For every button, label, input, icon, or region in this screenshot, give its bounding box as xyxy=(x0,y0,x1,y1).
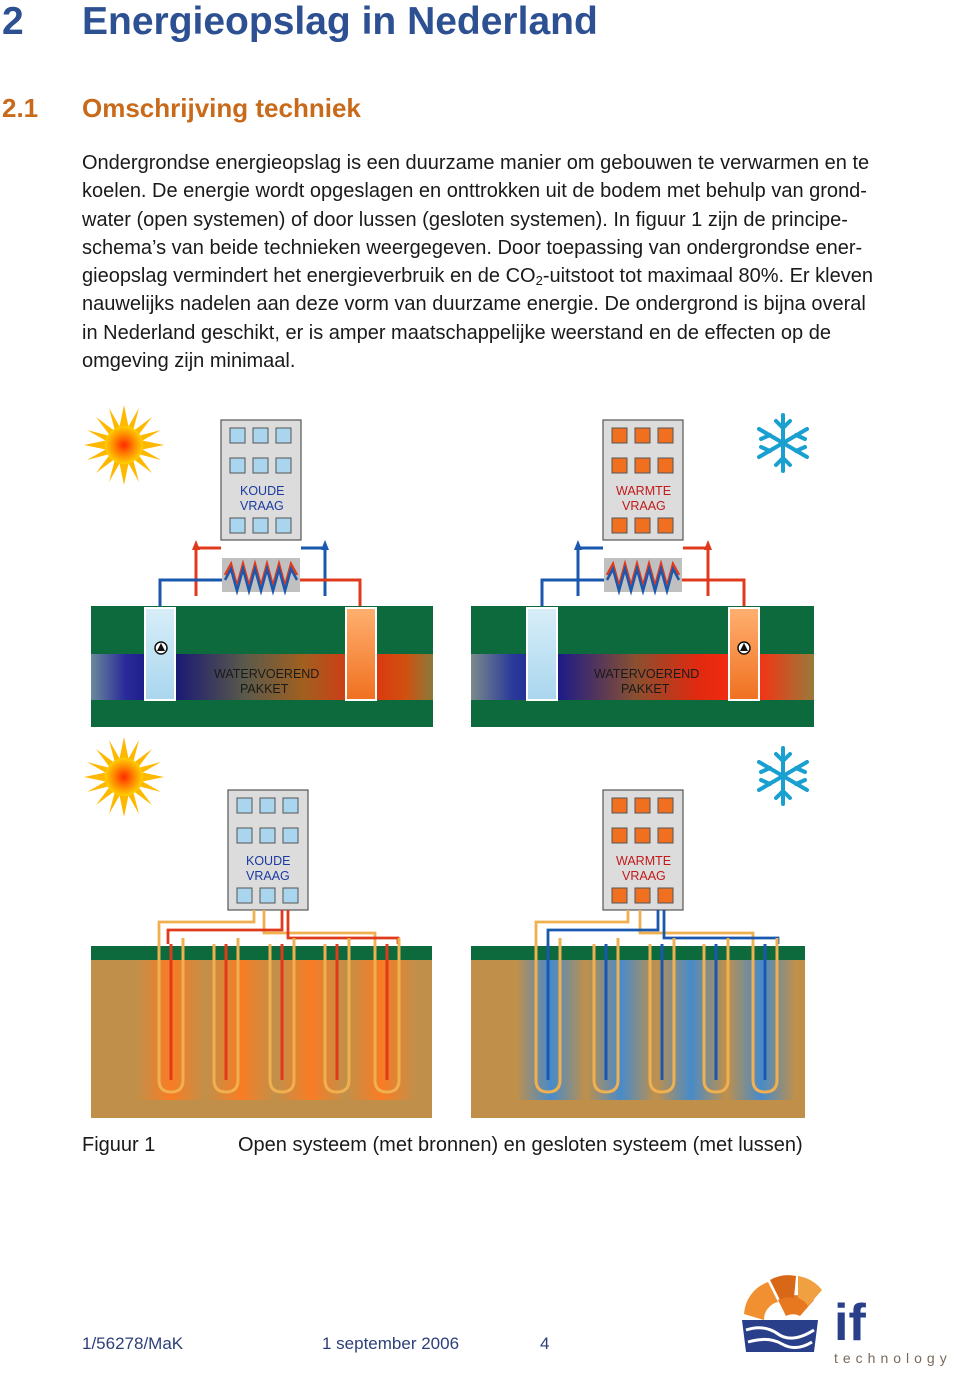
heat-demand-label-2: VRAAG xyxy=(622,869,666,883)
open-system-summer xyxy=(84,405,433,727)
grass-layer xyxy=(471,606,814,654)
page-number: 4 xyxy=(540,1334,550,1353)
sun-icon xyxy=(84,737,164,817)
figure-caption-text: Open systeem (met bronnen) en gesloten systeem (met lussen) xyxy=(238,1134,803,1156)
heat-demand-label-2: VRAAG xyxy=(622,499,666,513)
logo-wordmark: if xyxy=(834,1294,866,1352)
sun-icon xyxy=(84,405,164,485)
sunburst-emblem xyxy=(742,1275,822,1352)
open-system-winter xyxy=(471,415,814,727)
paragraph-line: nauwelijks nadelen aan deze vorm van duurzame energie. De ondergrond is bijna overal xyxy=(82,293,866,316)
paragraph-line: schema’s van beide technieken weergegeven. Door toepassing van ondergrondse ener- xyxy=(82,236,863,259)
document-date: 1 september 2006 xyxy=(322,1334,460,1353)
paragraph-text: -uitstoot tot maximaal 80%. Er kleven xyxy=(542,265,873,288)
paragraph-line xyxy=(82,262,960,290)
co2-subscript: 2 xyxy=(535,273,543,289)
figure-caption-label: Figuur 1 xyxy=(82,1134,156,1156)
paragraph-line: water (open systemen) of door lussen (gesloten systemen). In figuur 1 zijn de principe- xyxy=(82,208,848,231)
paragraph-line: Ondergrondse energieopslag is een duurzame manier om gebouwen te verwarmen en te xyxy=(82,152,870,174)
document-reference: 1/56278/MaK xyxy=(82,1334,184,1353)
section-title: Omschrijving techniek xyxy=(82,93,361,123)
building-heat-demand xyxy=(603,420,683,540)
pump-icon xyxy=(155,642,167,654)
section-heading xyxy=(2,93,361,124)
cold-well xyxy=(527,608,557,700)
body-paragraph xyxy=(82,149,960,375)
paragraph-line: koelen. De energie wordt opgeslagen en onttrokken uit de bodem met behulp van grond- xyxy=(82,180,867,203)
grass-layer xyxy=(471,946,805,960)
aquifer-label-1: WATERVOEREND xyxy=(214,667,320,681)
pump-icon xyxy=(738,642,750,654)
cold-demand-label-2: VRAAG xyxy=(246,869,290,883)
section-number: 2.1 xyxy=(2,93,39,123)
chapter-number: 2 xyxy=(2,0,24,43)
chapter-heading xyxy=(2,0,598,44)
paragraph-line: omgeving zijn minimaal. xyxy=(82,350,296,373)
grass-layer xyxy=(91,946,432,960)
heat-demand-label-1: WARMTE xyxy=(616,484,672,498)
logo-subtitle: technology xyxy=(834,1350,952,1366)
company-logo xyxy=(738,1270,960,1374)
building-heat-demand xyxy=(603,790,683,910)
grass-layer xyxy=(91,606,433,654)
paragraph-text: gieopslag vermindert het energieverbruik en de CO xyxy=(82,265,536,288)
aquifer-label-2: PAKKET xyxy=(621,682,670,696)
building-cold-demand xyxy=(221,420,301,540)
chapter-title: Energieopslag in Nederland xyxy=(82,0,598,43)
snowflake-icon xyxy=(759,748,807,804)
cold-demand-label-1: KOUDE xyxy=(240,484,285,498)
cold-demand-label-2: VRAAG xyxy=(240,499,284,513)
aquifer-label-1: WATERVOEREND xyxy=(594,667,700,681)
aquifer-label-2: PAKKET xyxy=(240,682,289,696)
energy-storage-figure xyxy=(0,395,960,1125)
building-cold-demand xyxy=(228,790,308,910)
heat-demand-label-1: WARMTE xyxy=(616,854,672,868)
closed-system-summer xyxy=(84,737,432,1118)
paragraph-line: in Nederland geschikt, er is amper maatschappelijke weerstand en de effecten op de xyxy=(82,321,831,344)
snowflake-icon xyxy=(759,415,807,471)
warm-well xyxy=(346,608,376,700)
cold-demand-label-1: KOUDE xyxy=(246,854,291,868)
closed-system-winter xyxy=(471,748,807,1118)
